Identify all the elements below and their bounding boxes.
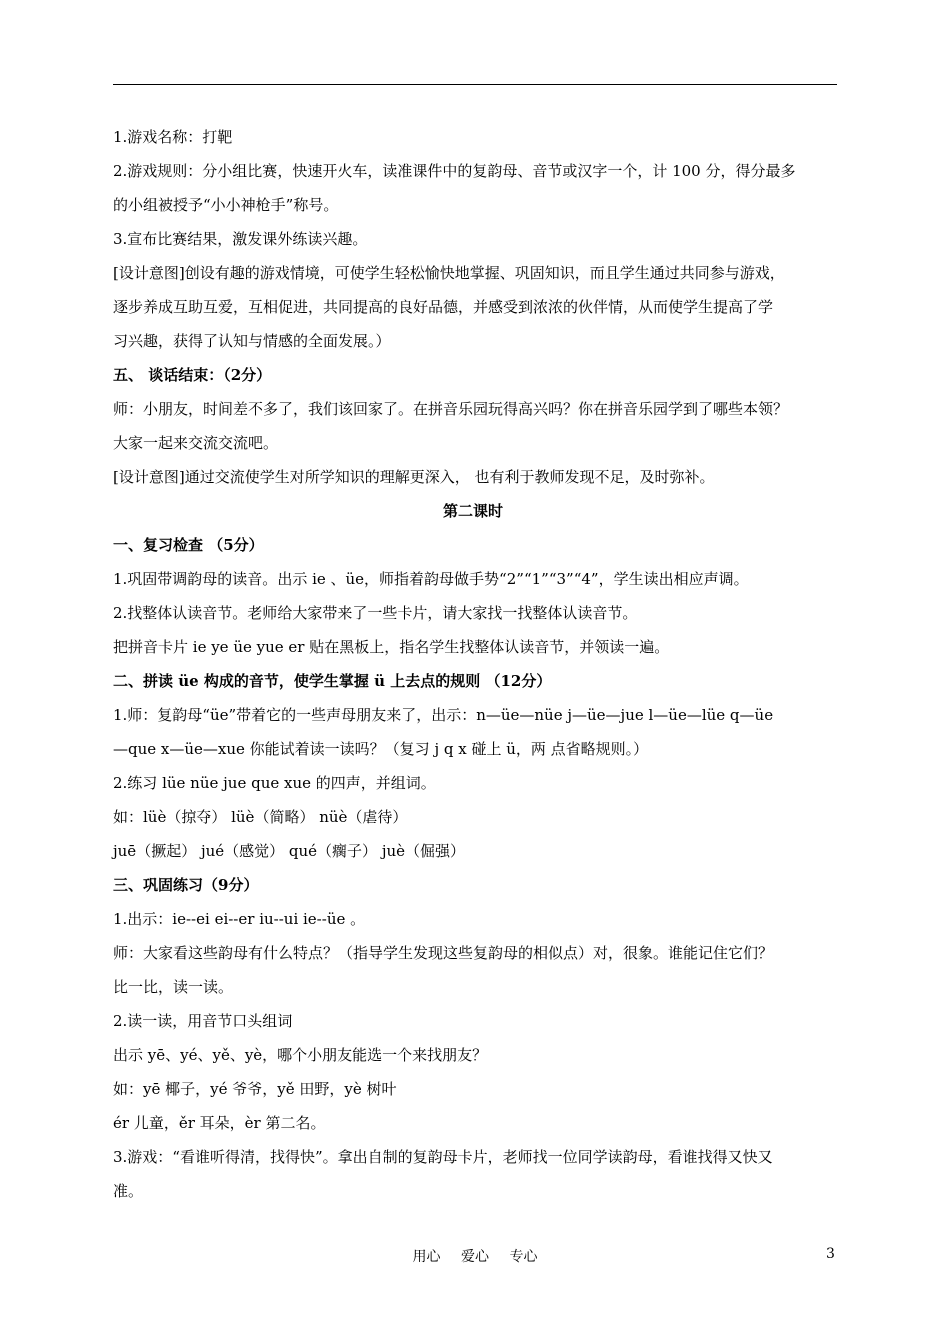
text-line: 2.读一读，用音节口头组词 [113,1012,293,1030]
text-line: 如：yē 椰子，yé 爷爷，yě 田野，yè 树叶 [113,1080,397,1098]
text-line: 1.师：复韵母“üe”带着它的一些声母朋友来了，出示：n—üe—nüe j—üe—jue l—üe—lüe q—üe [113,706,774,724]
text-line: 师：大家看这些韵母有什么特点？（指导学生发现这些复韵母的相似点）对，很象。谁能记住它们？ [113,944,774,962]
footer-motto-1: 用心 [412,1249,441,1265]
header-rule [113,84,837,85]
text-line: 如：lüè（掠夺） lüè（简略） nüè（虐待） [113,808,408,826]
page-footer [0,1246,950,1266]
text-line: 的小组被授予“小小神枪手”称号。 [113,196,339,214]
text-line: 习兴趣，获得了认知与情感的全面发展。） [113,332,391,350]
text-line: 准。 [113,1182,144,1200]
page-number: 3 [826,1246,835,1262]
footer-motto-3: 专心 [509,1249,538,1265]
text-line: 1.巩固带调韵母的读音。出示 ie 、üe，师指着韵母做手势“2”“1”“3”“4”，学生读出相应声调。 [113,570,749,588]
text-line: 出示 yē、yé、yě、yè，哪个小朋友能选一个来找朋友？ [113,1046,488,1064]
text-line: 3.游戏：“看谁听得清，找得快”。拿出自制的复韵母卡片，老师找一位同学读韵母，看谁找得又快又 [113,1148,773,1166]
text-line: 师：小朋友，时间差不多了，我们该回家了。在拼音乐园玩得高兴吗？你在拼音乐园学到了哪些本领？ [113,400,789,418]
text-line: 大家一起来交流交流吧。 [113,434,279,452]
text-line: 2.找整体认读音节。老师给大家带来了一些卡片，请大家找一找整体认读音节。 [113,604,638,622]
text-line: juē（撅起） jué（感觉） qué（瘸子） juè（倔强） [113,842,466,860]
text-line: 2.练习 lüe nüe jue que xue 的四声，并组词。 [113,774,436,792]
section-heading: 二、拼读 üe 构成的音节，使学生掌握 ü 上去点的规则 （12分） [113,672,552,690]
text-line: 逐步养成互助互爱，互相促进，共同提高的良好品德，并感受到浓浓的伙伴情，从而使学生提高了学 [113,298,774,316]
text-line: —que x—üe—xue 你能试着读一读吗？（复习 j q x 碰上 ü，两 点省略规则。） [113,740,649,758]
text-line: 1.出示：ie--ei ei--er iu--ui ie--üe 。 [113,910,366,928]
text-line: 把拼音卡片 ie ye üe yue er 贴在黑板上，指名学生找整体认读音节，并领读一遍。 [113,638,670,656]
text-line: [设计意图]创设有趣的游戏情境，可使学生轻松愉快地掌握、巩固知识，而且学生通过共同参与游戏， [113,264,785,282]
section-heading: 五、 谈话结束：（2分） [113,366,272,384]
text-line: [设计意图]通过交流使学生对所学知识的理解更深入， 也有利于教师发现不足，及时弥补。 [113,468,715,486]
text-line: 3.宣布比赛结果，激发课外练读兴趣。 [113,230,368,248]
section-heading: 第二课时 [442,502,503,520]
text-line: 1.游戏名称：打靶 [113,128,233,146]
text-line: 比一比，读一读。 [113,978,234,996]
text-line: 2.游戏规则：分小组比赛，快速开火车，读准课件中的复韵母、音节或汉字一个，计 100 分，得分最多 [113,162,796,180]
section-heading: 一、复习检查 （5分） [113,536,264,554]
footer-motto-2: 爱心 [461,1249,489,1265]
section-heading: 三、巩固练习（9分） [113,876,259,894]
text-line: ér 儿童，ěr 耳朵，èr 第二名。 [113,1114,326,1132]
document-body [113,120,843,1208]
